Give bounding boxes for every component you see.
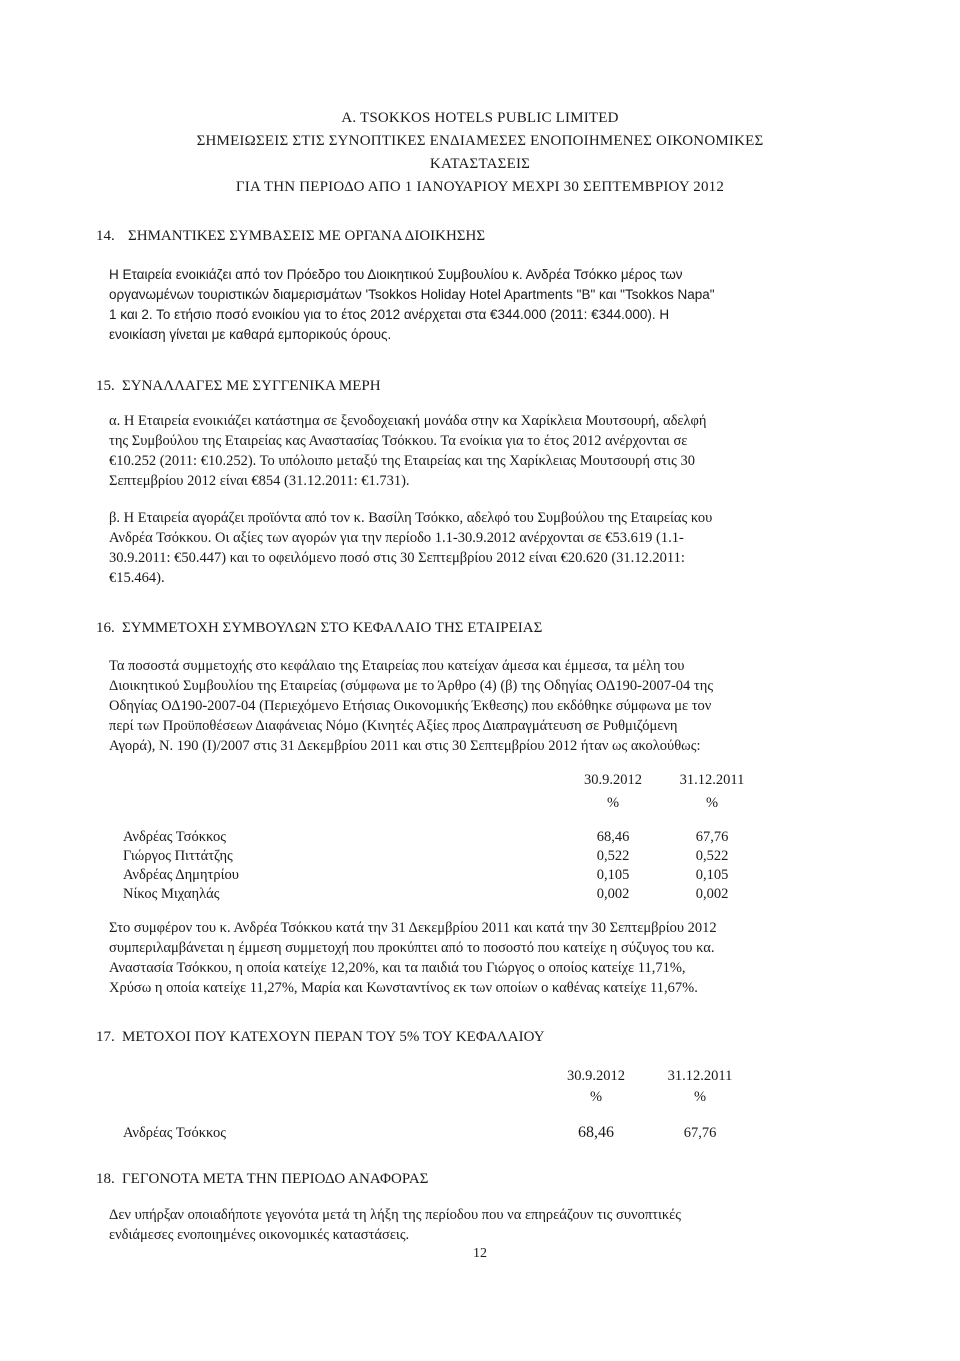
text-line: Αναστασία Τσόκκου, η οποία κατείχε 12,20%, και τα παιδιά του Γιώργος ο οποίος κατείχε 11,71%,	[109, 960, 686, 976]
section-15-number: 15.	[96, 378, 115, 394]
table-unit-col2: %	[693, 1089, 707, 1105]
text-line: ενδιάμεσες ενοποιημένες οικονομικές καταστάσεις.	[109, 1227, 410, 1243]
text-line: Τα ποσοστά συμμετοχής στο κεφάλαιο της Εταιρείας που κατείχαν άμεσα και έμμεσα, τα μέλη του	[109, 658, 685, 674]
section-16-after	[109, 918, 799, 998]
document-period: ΓΙΑ ΤΗΝ ΠΕΡΙΟΔΟ ΑΠΟ 1 ΙΑΝΟΥΑΡΙΟΥ ΜΕΧΡΙ 30 ΣΕΠΤΕΜΒΡΙΟΥ 2012	[235, 179, 725, 195]
table-unit-col1: %	[589, 1089, 603, 1105]
table-row-name: Ανδρέας Τσόκκος	[123, 1125, 227, 1141]
text-line: Ανδρέα Τσόκκου. Οι αξίες των αγορών για την περίοδο 1.1-30.9.2012 ανέρχονται σε €53.619 (1.1-	[109, 530, 684, 546]
text-line: 30.9.2011: €50.447) και το οφειλόμενο ποσό στις 30 Σεπτεμβρίου 2012 είναι €20.620 (31.12.2011:	[109, 550, 685, 566]
section-15-b-text	[109, 508, 799, 588]
section-18-number: 18.	[96, 1171, 115, 1187]
text-line: €15.464).	[109, 570, 165, 586]
section-17-number: 17.	[96, 1029, 115, 1045]
text-line: Δεν υπήρξαν οποιαδήποτε γεγονότα μετά τη λήξη της περίοδου που να επηρεάζουν τις συνοπτικές	[109, 1207, 682, 1223]
text-line: συμπεριλαμβάνεται η έμμεση συμμετοχή που προκύπτει από το ποσοστό που κατείχε η σύζυγος του κα.	[109, 940, 715, 956]
table-cell: 67,76	[695, 829, 729, 845]
table-cell: 0,002	[596, 886, 630, 902]
table-cell: 0,105	[695, 867, 729, 883]
section-16-title: ΣΥΜΜΕΤΟΧΗ ΣΥΜΒΟΥΛΩΝ ΣΤΟ ΚΕΦΑΛΑΙΟ ΤΗΣ ΕΤΑΙΡΕΙΑΣ	[122, 620, 543, 636]
text-line: της Συμβούλου της Εταιρείας κας Αναστασίας Τσόκκου. Τα ενοίκια για το έτος 2012 ανέρχονται σε	[109, 433, 688, 449]
document-title-line1: ΣΗΜΕΙΩΣΕΙΣ ΣΤΙΣ ΣΥΝΟΠΤΙΚΕΣ ΕΝΔΙΑΜΕΣΕΣ ΕΝΟΠΟΙΗΜΕΝΕΣ ΟΙΚΟΝΟΜΙΚΕΣ	[196, 133, 764, 149]
table-cell: 68,46	[578, 1124, 614, 1141]
table-cell: 0,522	[596, 848, 630, 864]
table-header-col2: 31.12.2011	[679, 772, 745, 788]
table-unit-col2: %	[705, 795, 719, 811]
table-cell: 67,76	[683, 1125, 717, 1141]
section-17-title: ΜΕΤΟΧΟΙ ΠΟΥ ΚΑΤΕΧΟΥΝ ΠΕΡΑΝ ΤΟΥ 5% ΤΟΥ ΚΕΦΑΛΑΙΟΥ	[122, 1029, 545, 1045]
text-line: ενοικίαση γίνεται με καθαρά εμπορικούς όρους.	[109, 327, 392, 342]
text-line: β. Η Εταιρεία αγοράζει προϊόντα από τον κ. Βασίλη Τσόκκο, αδελφό του Συμβούλου της Εταιρείας κου	[109, 510, 713, 526]
section-14-number: 14.	[96, 228, 115, 244]
table-header-col1: 30.9.2012	[584, 772, 642, 788]
table-row-name: Ανδρέας Δημητρίου	[123, 867, 239, 883]
text-line: Χρύσω η οποία κατείχε 11,27%, Μαρία και Κωνσταντίνος εκ των οποίων ο καθένας κατείχε 11,67%.	[109, 980, 698, 996]
company-name: A. TSOKKOS HOTELS PUBLIC LIMITED	[341, 110, 619, 126]
text-line: Σεπτεμβρίου 2012 είναι €854 (31.12.2011: €1.731).	[109, 473, 410, 489]
table-header-col2: 31.12.2011	[667, 1068, 733, 1084]
section-16-intro	[109, 656, 799, 756]
table-cell: 0,105	[596, 867, 630, 883]
table-unit-col1: %	[606, 795, 620, 811]
text-line: €10.252 (2011: €10.252). Το υπόλοιπο μεταξύ της Εταιρείας και της Χαρίκλειας Μουτσουρή στις 30	[109, 453, 696, 469]
text-line: οργανωμένων τουριστικών διαμερισμάτων 'Tsokkos Holiday Hotel Apartments "B" και "Tsokkos Napa"	[109, 287, 715, 302]
section-16-number: 16.	[96, 620, 115, 636]
table-cell: 0,002	[695, 886, 729, 902]
text-line: Οδηγίας ΟΔ190-2007-04 (Περιεχόμενο Ετήσιας Οικονομικής Έκθεσης) που εκδόθηκε σύμφωνα με τον	[109, 698, 712, 714]
text-line: Στο συμφέρον του κ. Ανδρέα Τσόκκου κατά την 31 Δεκεμβρίου 2011 και κατά την 30 Σεπτεμβρίου 2012	[109, 920, 717, 936]
page-number: 12	[473, 1246, 487, 1261]
table-header-col1: 30.9.2012	[567, 1068, 625, 1084]
section-15-title: ΣΥΝΑΛΛΑΓΕΣ ΜΕ ΣΥΓΓΕΝΙΚΑ ΜΕΡΗ	[122, 378, 381, 394]
section-14-text	[109, 265, 799, 345]
table-cell: 0,522	[695, 848, 729, 864]
document-title-line2: ΚΑΤΑΣΤΑΣΕΙΣ	[429, 156, 531, 172]
text-line: περί των Προϋποθέσεων Διαφάνειας Νόμο (Κινητές Αξίες προς Διαπραγμάτευση σε Ρυθμιζόμενη	[109, 718, 678, 734]
table-row-name: Ανδρέας Τσόκκος	[123, 829, 227, 845]
section-18-text	[109, 1205, 799, 1245]
text-line: 1 και 2. Το ετήσιο ποσό ενοικίου για το έτος 2012 ανέρχεται στα €344.000 (2011: €344.000). Η	[109, 307, 670, 322]
table-row-name: Νίκος Μιχαηλάς	[123, 886, 220, 902]
section-14-title: ΣΗΜΑΝΤΙΚΕΣ ΣΥΜΒΑΣΕΙΣ ΜΕ ΟΡΓΑΝΑ ΔΙΟΙΚΗΣΗΣ	[128, 228, 486, 244]
table-cell: 68,46	[596, 829, 630, 845]
text-line: Αγορά), Ν. 190 (Ι)/2007 στις 31 Δεκεμβρίου 2011 και στις 30 Σεπτεμβρίου 2012 ήταν ως ακολούθως:	[109, 738, 701, 754]
section-15-a-text	[109, 411, 799, 491]
section-18-title: ΓΕΓΟΝΟΤΑ ΜΕΤΑ ΤΗΝ ΠΕΡΙΟΔΟ ΑΝΑΦΟΡΑΣ	[122, 1171, 429, 1187]
text-line: Η Εταιρεία ενοικιάζει από τον Πρόεδρο του Διοικητικού Συμβουλίου κ. Ανδρέα Τσόκκο μέρος των	[109, 267, 683, 282]
table-row-name: Γιώργος Πιττάτζης	[123, 848, 233, 864]
text-line: α. Η Εταιρεία ενοικιάζει κατάστημα σε ξενοδοχειακή μονάδα στην κα Χαρίκλεια Μουτσουρή, αδελφή	[109, 413, 707, 429]
text-line: Διοικητικού Συμβουλίου της Εταιρείας (σύμφωνα με το Άρθρο (4) (β) της Οδηγίας ΟΔ190-2007-04 της	[109, 678, 714, 694]
